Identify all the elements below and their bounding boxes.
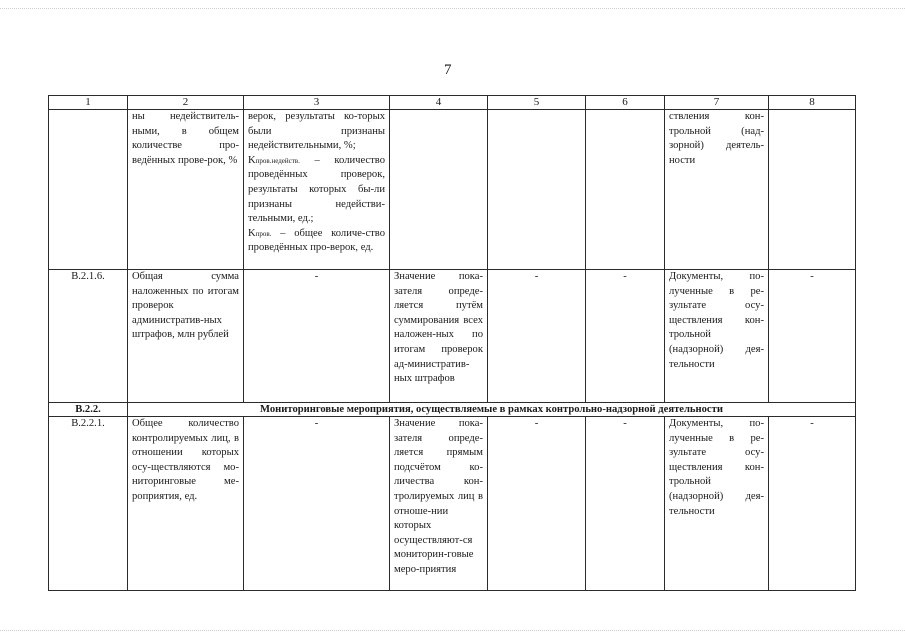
section-code: В.2.2. xyxy=(49,403,128,417)
indicator-formula: - xyxy=(244,270,390,403)
calculation-method: Значение пока-зателя опреде-ляется путём суммирования всех наложен-ных по итогам проверок ад-министратив-ных штрафов xyxy=(390,270,488,403)
section-title: Мониторинговые мероприятия, осуществляемые в рамках контрольно-надзорной деятельности xyxy=(128,403,856,417)
calculation-method: Значение пока-зателя опреде-ляется прямым подсчётом ко-личества кон-тролируемых лиц в отноше-нии которых осуществляют-ся мониторин-говые меро-приятия xyxy=(390,417,488,591)
section-row xyxy=(49,403,856,417)
indicator-code: В.2.2.1. xyxy=(49,417,128,591)
formula-line-c: – общее количе-ство проведённых про-верок, ед. xyxy=(248,227,385,254)
indicator-code xyxy=(49,110,128,270)
formula-line-b: – количество проведённых проверок, результаты которых бы-ли признаны недействи-тельными, ед.; xyxy=(248,154,385,225)
col-header-8: 8 xyxy=(769,96,856,110)
indicator-name: Общее количество контролируемых лиц, в отношении которых осу-ществляются мо-ниторинговые ме-роприятия, ед. xyxy=(128,417,244,591)
column-6-cell: - xyxy=(586,417,665,591)
source-documents: Документы, по-лученные в ре-зультате осу-ществления кон-трольной (надзорной) дея-тельности xyxy=(665,417,769,591)
formula-symbol: K xyxy=(248,227,256,239)
col-header-5: 5 xyxy=(488,96,586,110)
formula-subscript: пров. xyxy=(255,229,272,238)
column-5-cell xyxy=(488,110,586,270)
col-header-1: 1 xyxy=(49,96,128,110)
column-8-cell: - xyxy=(769,417,856,591)
table-row xyxy=(49,270,856,403)
scan-noise-top xyxy=(0,8,905,11)
column-5-cell: - xyxy=(488,270,586,403)
source-documents: Документы, по-лученные в ре-зультате осу-ществления кон-трольной (надзорной) дея-тельности xyxy=(665,270,769,403)
col-header-4: 4 xyxy=(390,96,488,110)
formula-subscript: пров.недейств. xyxy=(255,156,300,165)
indicator-name: ны недействитель-ными, в общем количестве про-ведённых прове-рок, % xyxy=(128,110,244,270)
column-8-cell xyxy=(769,110,856,270)
formula-line-a: верок, результаты ко-торых были признаны недействительными, %; xyxy=(248,111,385,152)
indicator-name: Общая сумма наложенных по итогам проверок административ-ных штрафов, млн рублей xyxy=(128,270,244,403)
table-row xyxy=(49,110,856,270)
column-5-cell: - xyxy=(488,417,586,591)
column-6-cell xyxy=(586,110,665,270)
indicator-formula xyxy=(244,110,390,270)
column-number-row xyxy=(49,96,856,110)
indicator-table xyxy=(48,95,856,591)
column-6-cell: - xyxy=(586,270,665,403)
scan-noise-bottom xyxy=(0,630,905,633)
formula-symbol: K xyxy=(248,154,256,166)
table-row xyxy=(49,417,856,591)
col-header-2: 2 xyxy=(128,96,244,110)
column-8-cell: - xyxy=(769,270,856,403)
col-header-6: 6 xyxy=(586,96,665,110)
indicator-code: В.2.1.6. xyxy=(49,270,128,403)
page-number: 7 xyxy=(444,62,452,78)
col-header-7: 7 xyxy=(665,96,769,110)
calculation-method xyxy=(390,110,488,270)
indicator-formula: - xyxy=(244,417,390,591)
source-documents: ствления кон-трольной (над-зорной) деятель-ности xyxy=(665,110,769,270)
col-header-3: 3 xyxy=(244,96,390,110)
